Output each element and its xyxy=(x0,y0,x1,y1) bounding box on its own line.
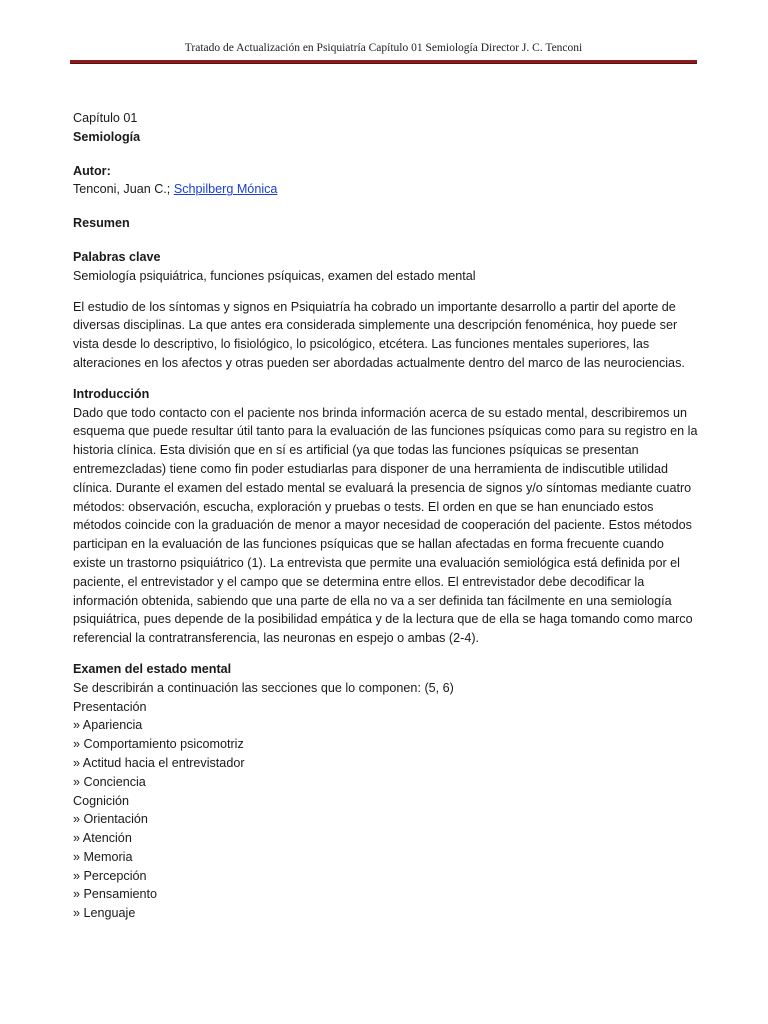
list-item: » Memoria xyxy=(73,849,133,864)
list-item: » Conciencia xyxy=(73,774,146,789)
author-label: Autor: xyxy=(73,163,111,178)
abstract-paragraph: El estudio de los síntomas y signos en Psiquiatría ha cobrado un importante desarrollo a partir del aporte de diversas disciplinas. La que antes era considerada simplemente una descripción fenoménica, hoy puede ser vista desde lo descriptivo, lo fisiológico, lo psicológico, etcétera. Las funciones mentales superiores, las alteraciones en los afectos y otras pueden ser abordadas actualmente dentro del marco de las neurociencias. xyxy=(73,299,685,370)
running-header: Tratado de Actualización en Psiquiatría Capítulo 01 Semiología Director J. C. Tenconi xyxy=(184,42,583,54)
chapter-number: Capítulo 01 xyxy=(73,111,138,125)
summary-heading: Resumen xyxy=(73,216,130,231)
list-item: » Lenguaje xyxy=(73,906,136,921)
section-cognition: Cognición xyxy=(73,793,130,808)
list-item: » Percepción xyxy=(73,868,147,883)
document-body xyxy=(73,109,698,923)
keywords-text: Semiología psiquiátrica, funciones psíquicas, examen del estado mental xyxy=(73,268,476,283)
list-item: » Orientación xyxy=(73,812,148,827)
list-item: » Pensamiento xyxy=(73,887,158,902)
list-item: » Atención xyxy=(73,831,132,846)
author-link[interactable]: Schpilberg Mónica xyxy=(173,182,278,197)
mental-exam-intro: Se describirán a continuación las secciones que lo componen: (5, 6) xyxy=(73,680,454,695)
chapter-title: Semiología xyxy=(73,129,141,144)
author-names-prefix: Tenconi, Juan C.; xyxy=(73,182,174,197)
introduction-paragraph: Dado que todo contacto con el paciente nos brinda información acerca de su estado mental, describiremos un esquema que puede resultar útil tanto para la evaluación de las funciones psíquicas como para su registro en la historia clínica. Esta división que en sí es artificial (ya que todas las funciones psíquicas se presentan entremezcladas) tiene como fin poder estudiarlas para disponer de una herramienta de indiscutible utilidad clínica. Durante el examen del estado mental se evaluará la presencia de signos y/o síntomas mediante cuatro métodos: observación, escucha, exploración y pruebas o tests. El orden en que se han enunciado estos métodos coincide con la graduación de menor a mayor necesidad de cooperación del paciente. Estos métodos participan en la evaluación de las funciones psíquicas que se hallan afectadas en forma frecuente cuando existe un trastorno psiquiátrico (1). La entrevista que permite una evaluación semiológica está definida por el paciente, el entrevistador y el campo que se determina entre ellos. El entrevistador debe decodificar la información obtenida, sabiendo que una parte de ella no va a ser definida tan fácilmente en una semiología psiquiátrica, pues depende de la posibilidad empática y de la lectura que de ella se haga tomando como marco referencial la contratransferencia, las neuronas en espejo o ambas (2-4). xyxy=(73,405,698,646)
author-names xyxy=(73,180,698,199)
list-item: » Apariencia xyxy=(73,718,143,733)
list-item: » Actitud hacia el entrevistador xyxy=(73,755,245,770)
introduction-heading: Introducción xyxy=(73,386,150,401)
section-presentation: Presentación xyxy=(73,699,147,714)
list-item: » Comportamiento psicomotriz xyxy=(73,737,244,752)
mental-exam-heading: Examen del estado mental xyxy=(73,661,232,676)
keywords-heading: Palabras clave xyxy=(73,249,161,264)
header-divider xyxy=(70,60,697,64)
